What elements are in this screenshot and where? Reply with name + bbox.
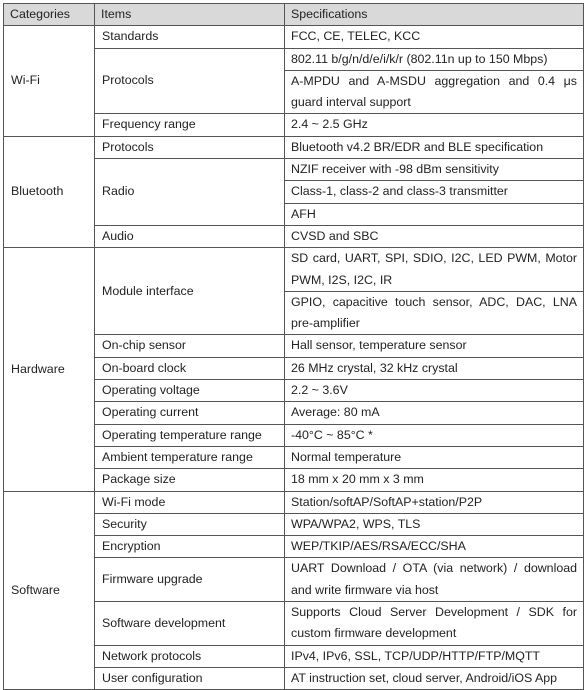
item-sw-network-protocols: Network protocols (95, 645, 285, 667)
item-wifi-protocols: Protocols (95, 48, 285, 114)
category-bluetooth: Bluetooth (4, 136, 95, 247)
item-hw-ambient-temp: Ambient temperature range (95, 446, 285, 468)
spec-wifi-protocols-1: 802.11 b/g/n/d/e/i/k/r (802.11n up to 150 Mbps) (285, 48, 584, 70)
header-items: Items (95, 4, 285, 26)
spec-bt-radio-3: AFH (285, 203, 584, 225)
spec-sw-security: WPA/WPA2, WPS, TLS (285, 513, 584, 535)
item-hw-sensor: On-chip sensor (95, 335, 285, 357)
item-hw-operating-temp: Operating temperature range (95, 424, 285, 446)
spec-wifi-frequency: 2.4 ~ 2.5 GHz (285, 114, 584, 136)
category-hardware: Hardware (4, 248, 95, 491)
table-body (4, 26, 584, 690)
spec-hw-voltage: 2.2 ~ 3.6V (285, 380, 584, 402)
header-specifications: Specifications (285, 4, 584, 26)
item-sw-encryption: Encryption (95, 536, 285, 558)
spec-hw-ambient-temp: Normal temperature (285, 446, 584, 468)
header-categories: Categories (4, 4, 95, 26)
spec-bt-protocols: Bluetooth v4.2 BR/EDR and BLE specification (285, 136, 584, 158)
specifications-table (3, 3, 584, 690)
item-wifi-frequency: Frequency range (95, 114, 285, 136)
spec-hw-sensor: Hall sensor, temperature sensor (285, 335, 584, 357)
item-hw-package: Package size (95, 469, 285, 491)
item-hw-current: Operating current (95, 402, 285, 424)
item-wifi-standards: Standards (95, 26, 285, 48)
item-hw-clock: On-board clock (95, 357, 285, 379)
item-sw-security: Security (95, 513, 285, 535)
table-row (4, 26, 584, 48)
item-sw-user-config: User configuration (95, 667, 285, 689)
spec-hw-clock: 26 MHz crystal, 32 kHz crystal (285, 357, 584, 379)
item-bt-radio: Radio (95, 159, 285, 226)
spec-sw-user-config: AT instruction set, cloud server, Android/iOS App (285, 667, 584, 689)
item-hw-voltage: Operating voltage (95, 380, 285, 402)
spec-bt-radio-2: Class-1, class-2 and class-3 transmitter (285, 181, 584, 203)
item-bt-protocols: Protocols (95, 136, 285, 158)
spec-sw-wifi-mode: Station/softAP/SoftAP+station/P2P (285, 491, 584, 513)
spec-bt-radio-1: NZIF receiver with -98 dBm sensitivity (285, 159, 584, 181)
spec-bt-audio: CVSD and SBC (285, 225, 584, 247)
item-sw-firmware: Firmware upgrade (95, 558, 285, 602)
table-header (4, 4, 584, 26)
spec-hw-package: 18 mm x 20 mm x 3 mm (285, 469, 584, 491)
category-wifi: Wi-Fi (4, 26, 95, 136)
category-software: Software (4, 491, 95, 690)
spec-sw-network-protocols: IPv4, IPv6, SSL, TCP/UDP/HTTP/FTP/MQTT (285, 645, 584, 667)
spec-hw-module-2: GPIO, capacitive touch sensor, ADC, DAC, LNA pre-amplifier (285, 291, 584, 335)
spec-hw-module-1: SD card, UART, SPI, SDIO, I2C, LED PWM, Motor PWM, I2S, I2C, IR (285, 248, 584, 292)
header-row (4, 4, 584, 26)
table-row (4, 136, 584, 158)
spec-sw-firmware: UART Download / OTA (via network) / download and write firmware via host (285, 558, 584, 602)
spec-hw-current: Average: 80 mA (285, 402, 584, 424)
item-sw-wifi-mode: Wi-Fi mode (95, 491, 285, 513)
item-sw-development: Software development (95, 602, 285, 646)
table-row (4, 491, 584, 513)
spec-wifi-standards: FCC, CE, TELEC, KCC (285, 26, 584, 48)
item-bt-audio: Audio (95, 225, 285, 247)
spec-sw-development: Supports Cloud Server Development / SDK for custom firmware development (285, 602, 584, 646)
spec-sw-encryption: WEP/TKIP/AES/RSA/ECC/SHA (285, 536, 584, 558)
item-hw-module-interface: Module interface (95, 248, 285, 335)
spec-hw-operating-temp: -40°C ~ 85°C * (285, 424, 584, 446)
spec-wifi-protocols-2: A-MPDU and A-MSDU aggregation and 0.4 μs guard interval support (285, 70, 584, 114)
